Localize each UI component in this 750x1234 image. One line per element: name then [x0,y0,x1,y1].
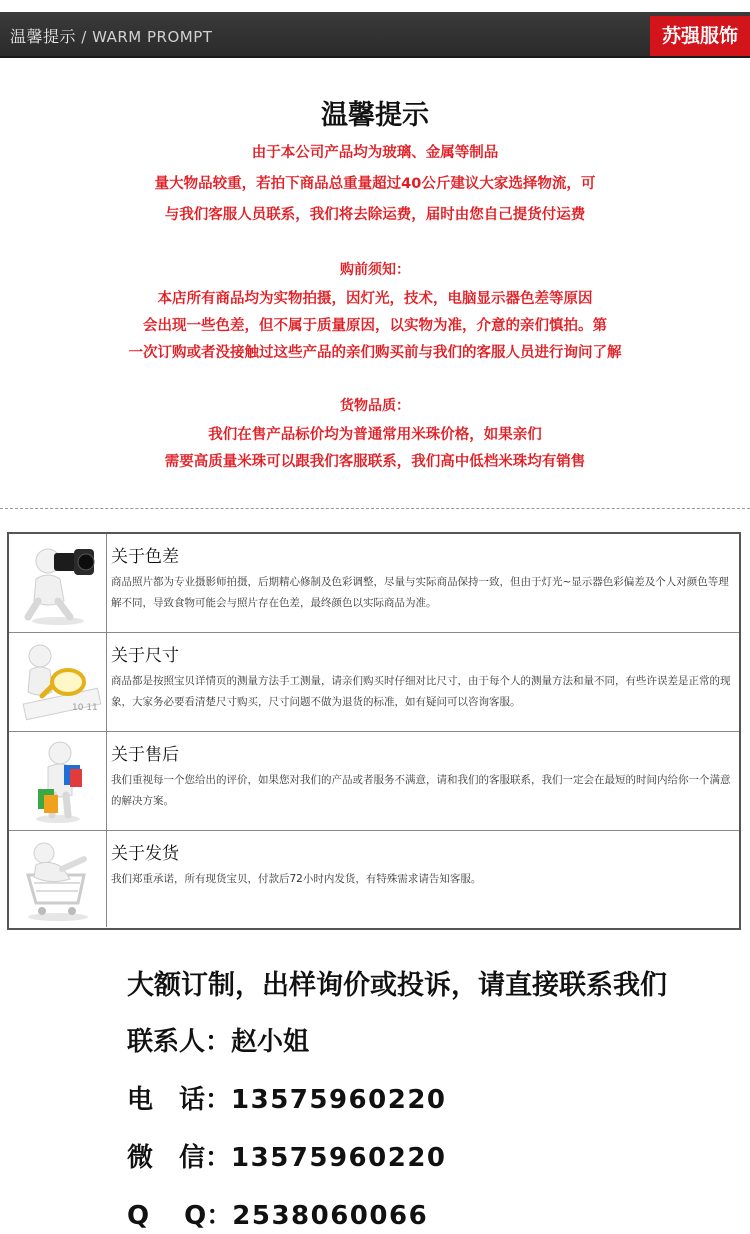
contact-phone-value: 13575960220 [231,1085,447,1115]
contact-phone-label: 电 话： [127,1085,232,1115]
dashed-divider [0,508,750,509]
svg-text:10 11: 10 11 [71,703,98,713]
notice-line: 一次订购或者没接触过这些产品的亲们购买前与我们的客服人员进行询问了解 [128,345,622,361]
contact-person-value: 赵小姐 [231,1027,310,1057]
notice-line: 需要高质量米珠可以跟我们客服联系，我们高中低档米珠均有销售 [164,454,586,470]
contact-qq-value: 2538060066 [232,1201,429,1231]
info-description: 商品照片都为专业摄影师拍摄，后期精心修制及色彩调整，尽量与实际商品保持一致，但由于灯光~显示器色彩偏差及个人对颜色等理解不同，导致食物可能会与照片存在色差，最终颜色以实际商品为准。 [111,576,729,609]
info-row-size [9,633,739,732]
brand-badge: 苏强服饰 [650,16,750,56]
quality-heading: 货物品质： [340,398,410,414]
header-title-en: / WARM PROMPT [76,28,213,46]
info-description: 商品都是按照宝贝详情页的测量方法手工测量，请亲们购买时仔细对比尺寸，由于每个人的测量方法和量不同，有些许误差是正常的现象，大家务必要看清楚尺寸购买，尺寸问题不做为退货的标准，如有疑问可以咨询客服。 [111,675,731,708]
shopping-cart-figure-icon [9,831,107,927]
notice-line: 与我们客服人员联系，我们将去除运费，届时由您自己提货付运费 [164,207,586,223]
info-title: 关于色差 [111,547,179,567]
info-table [7,532,741,930]
notice-line: 本店所有商品均为实物拍摄，因灯光，技术，电脑显示器色差等原因 [157,291,593,307]
info-title: 关于售后 [111,745,179,765]
info-description: 我们郑重承诺，所有现货宝贝，付款后72小时内发货，有特殊需求请告知客服。 [111,873,482,885]
info-description: 我们重视每一个您给出的评价，如果您对我们的产品或者服务不满意，请和我们的客服联系，我们一定会在最短的时间内给你一个满意的解决方案。 [111,774,731,807]
header-bar [0,12,750,58]
camera-figure-icon [9,534,107,632]
info-title: 关于尺寸 [111,646,179,666]
notice-title: 温馨提示 [321,100,429,131]
notice-line: 量大物品较重，若拍下商品总重量超过40公斤建议大家选择物流，可 [154,176,596,192]
contact-person [127,1022,747,1062]
notice-line: 会出现一些色差，但不属于质量原因，以实物为准，介意的亲们慎拍。第 [143,318,607,334]
contact-headline: 大额订制，出样询价或投诉，请直接联系我们 [127,970,667,1001]
info-row-shipping [9,831,739,927]
header-title-cn: 温馨提示 [10,27,77,46]
contact-wechat-label: 微 信： [127,1143,232,1173]
contact-qq-label: Q Q： [127,1201,233,1231]
info-row-after-sales [9,732,739,831]
notice-section [0,96,750,476]
magnifier-ruler-icon [9,633,107,731]
shopping-bags-figure-icon [9,732,107,830]
pre-purchase-heading: 购前须知： [340,262,410,278]
header-title [10,24,212,47]
contact-person-label: 联系人： [127,1027,232,1057]
info-title: 关于发货 [111,844,179,864]
notice-line: 由于本公司产品均为玻璃、金属等制品 [251,145,499,161]
contact-phone [127,1080,747,1120]
notice-line: 我们在售产品标价均为普通常用米珠价格，如果亲们 [208,427,542,443]
contact-qq [127,1196,747,1234]
contact-wechat [127,1138,747,1178]
contact-wechat-value: 13575960220 [231,1143,447,1173]
info-row-color-difference [9,534,739,633]
contact-section [127,966,747,1234]
